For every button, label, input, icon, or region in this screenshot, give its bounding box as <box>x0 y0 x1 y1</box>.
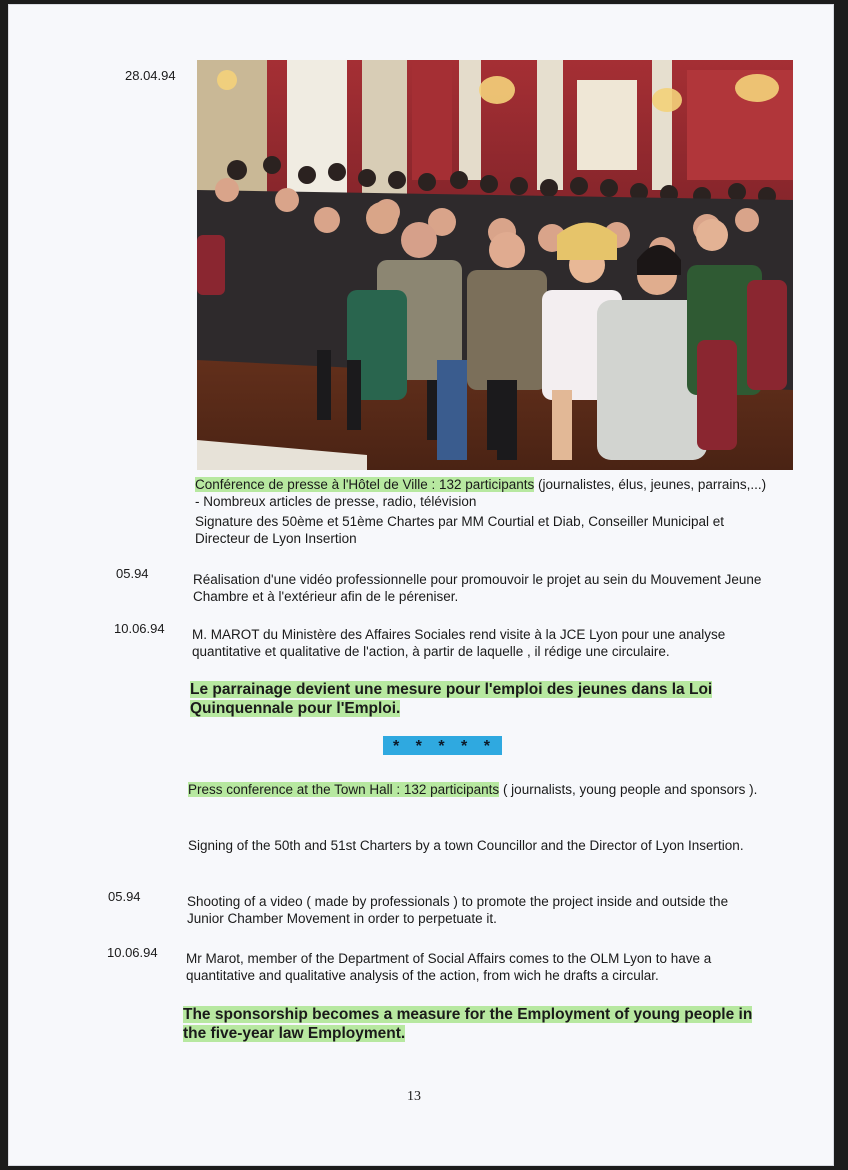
photo-caption-rest: (journalistes, élus, jeunes, parrains,...) - Nombreux articles de presse, radio, télévision <box>195 477 767 509</box>
photo-illustration <box>197 60 793 470</box>
en-press <box>188 781 768 798</box>
en-conclusion-text: The sponsorship becomes a measure for the Employment of young people in the five-year law Employment. <box>183 1006 753 1042</box>
en-entry2-text: Mr Marot, member of the Department of Social Affairs comes to the OLM Lyon to have a quantitative and qualitative analysis of the action, from wich he drafts a circular. <box>186 951 712 983</box>
fr-entry2-date: 10.06.94 <box>114 621 165 636</box>
en-press-highlight: Press conference at the Town Hall : 132 participants <box>188 782 500 797</box>
separator <box>383 738 502 756</box>
photo-caption <box>195 476 770 510</box>
separator-stars: * * * * * <box>383 736 502 755</box>
en-press-rest: ( journalists, young people and sponsors ). <box>499 782 758 797</box>
fr-entry2-text: M. MAROT du Ministère des Affaires Sociales rend visite à la JCE Lyon pour une analyse quantitative et qualitative de l'action, à partir de laquelle , il rédige une circulaire. <box>192 627 726 659</box>
fr-entry1-date: 05.94 <box>116 566 149 581</box>
en-signing: Signing of the 50th and 51st Charters by a town Councillor and the Director of Lyon Insertion. <box>188 838 744 853</box>
page-number: 13 <box>407 1089 421 1104</box>
fr-conclusion <box>190 680 775 718</box>
en-entry1-text: Shooting of a video ( made by professionals ) to promote the project inside and outside the Junior Chamber Movement in order to perpetuate it. <box>187 894 729 926</box>
en-conclusion <box>183 1005 758 1043</box>
press-conference-photo <box>197 60 793 470</box>
photo-date: 28.04.94 <box>125 68 176 83</box>
photo-caption-signature: Signature des 50ème et 51ème Chartes par MM Courtial et Diab, Conseiller Municipal et Directeur de Lyon Insertion <box>195 514 725 546</box>
en-entry2-date: 10.06.94 <box>107 945 158 960</box>
fr-entry1-text: Réalisation d'une vidéo professionnelle pour promouvoir le projet au sein du Mouvement Jeune Chambre et à l'extérieur afin de le péreniser. <box>193 572 762 604</box>
photo-caption-highlight: Conférence de presse à l'Hôtel de Ville : 132 participants <box>195 477 535 492</box>
en-entry1-date: 05.94 <box>108 889 141 904</box>
fr-conclusion-text: Le parrainage devient une mesure pour l'emploi des jeunes dans la Loi Quinquennale pour l'Emploi. <box>190 681 713 717</box>
